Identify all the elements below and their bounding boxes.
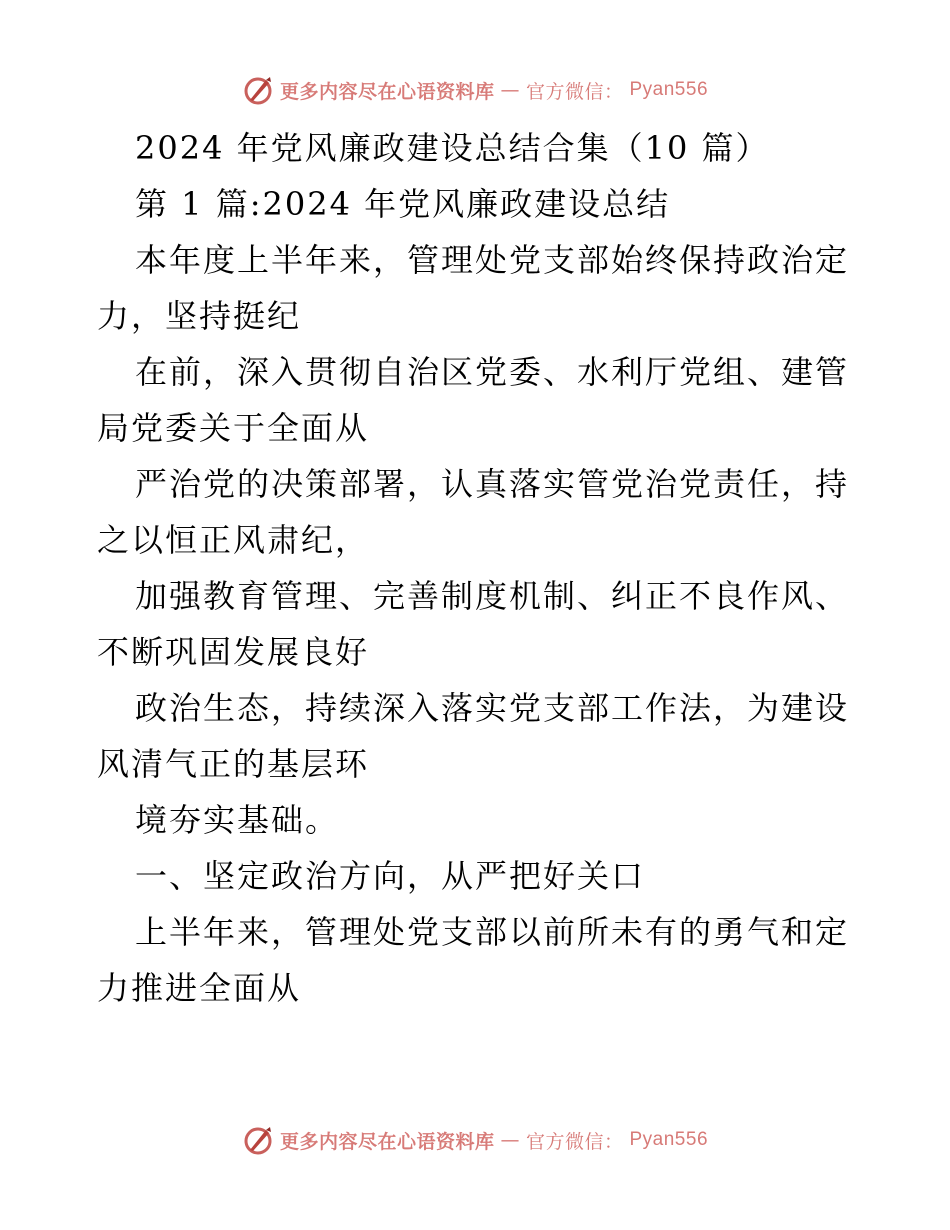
document-line: 力推进全面从 <box>97 969 302 1007</box>
document-line: 加强教育管理、完善制度机制、纠正不良作风、 <box>135 577 850 615</box>
document-line: 2024 年党风廉政建设总结合集（10 篇） <box>135 129 770 167</box>
quill-pen-logo-icon <box>242 74 274 106</box>
banner-dash: — <box>500 1129 520 1151</box>
document-line: 局党委关于全面从 <box>97 409 370 447</box>
banner-main-text: 更多内容尽在心语资料库 <box>279 80 495 103</box>
document-line: 上半年来，管理处党支部以前所未有的勇气和定 <box>135 913 850 951</box>
document-line: 严治党的决策部署，认真落实管党治党责任，持 <box>135 465 850 503</box>
document-body <box>97 120 857 1016</box>
header-banner <box>0 70 950 110</box>
document-line: 境夯实基础。 <box>135 801 340 839</box>
document-line: 在前，深入贯彻自治区党委、水利厅党组、建管 <box>135 353 850 391</box>
document-line: 一、坚定政治方向，从严把好关口 <box>135 857 646 895</box>
document-line: 风清气正的基层环 <box>97 745 370 783</box>
banner-main-text: 更多内容尽在心语资料库 <box>279 1130 495 1153</box>
document-line: 政治生态，持续深入落实党支部工作法，为建设 <box>135 689 850 727</box>
banner-wechat-id: Pyan556 <box>629 79 709 100</box>
banner-wechat-id: Pyan556 <box>629 1129 709 1150</box>
document-line: 第 1 篇:2024 年党风廉政建设总结 <box>135 185 671 223</box>
document-line: 不断巩固发展良好 <box>97 633 370 671</box>
footer-banner <box>0 1120 950 1160</box>
document-line: 本年度上半年来，管理处党支部始终保持政治定 <box>135 241 850 279</box>
document-line: 力，坚持挺纪 <box>97 297 302 335</box>
quill-pen-logo-icon <box>242 1124 274 1156</box>
banner-wechat-label: 官方微信： <box>525 1130 624 1153</box>
banner-dash: — <box>500 79 520 101</box>
document-line: 之以恒正风肃纪， <box>97 521 370 559</box>
banner-wechat-label: 官方微信： <box>525 80 624 103</box>
